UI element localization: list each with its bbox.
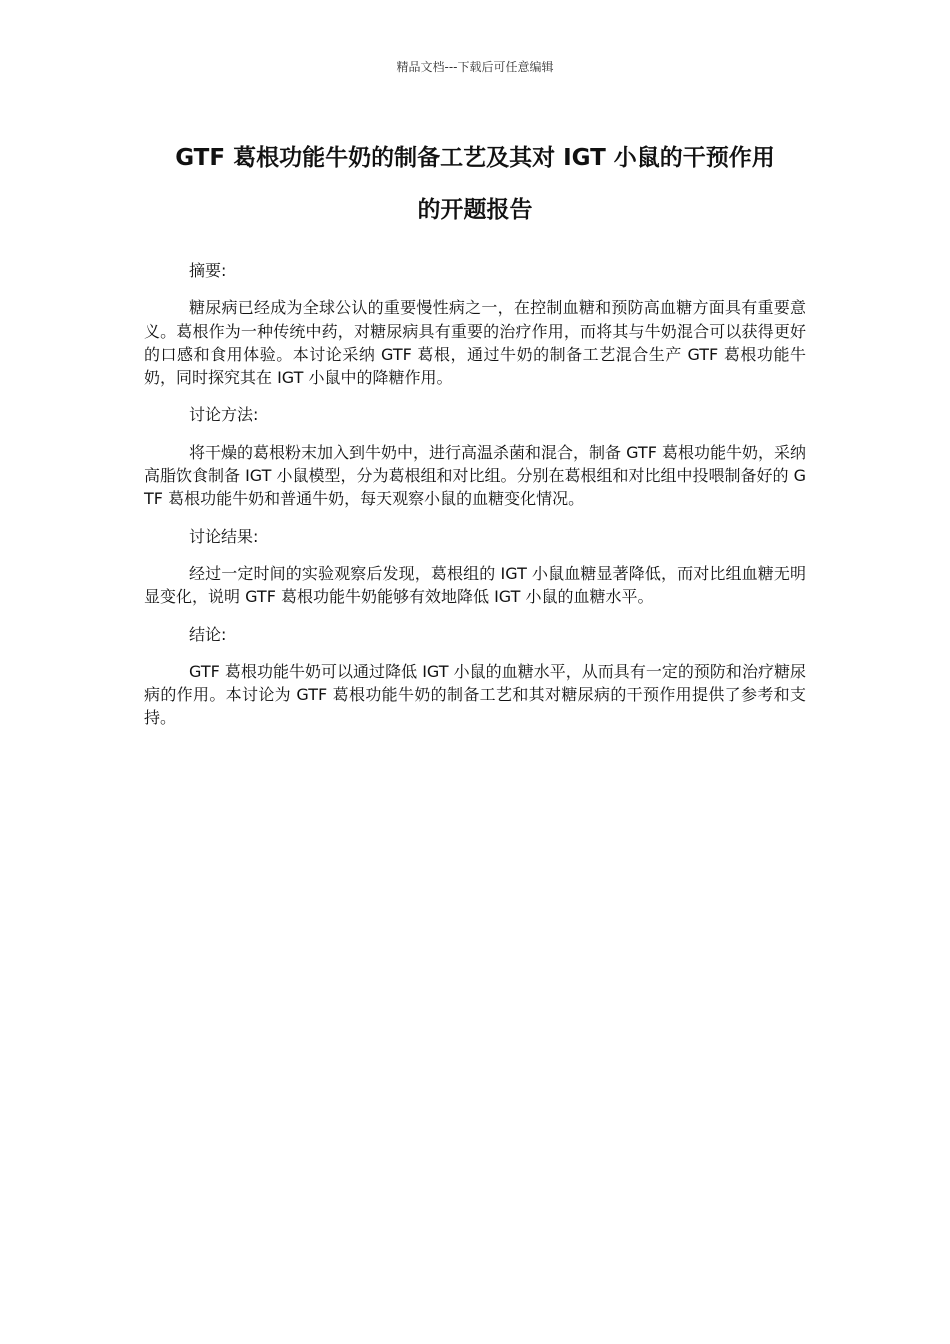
title-line-1: GTF 葛根功能牛奶的制备工艺及其对 IGT 小鼠的干预作用 xyxy=(175,145,775,171)
section-heading-abstract: 摘要: xyxy=(189,261,227,280)
document-body xyxy=(144,259,806,744)
title-line-2: 的开题报告 xyxy=(417,197,533,223)
section-heading-results: 讨论结果: xyxy=(189,526,259,546)
paragraph-conclusion: GTF 葛根功能牛奶可以通过降低 IGT 小鼠的血糖水平，从而具有一定的预防和治疗糖尿病的作用。本讨论为 GTF 葛根功能牛奶的制备工艺和其对糖尿病的干预作用提供了参考和支持。 xyxy=(144,661,806,728)
paragraph-abstract: 糖尿病已经成为全球公认的重要慢性病之一，在控制血糖和预防高血糖方面具有重要意义。葛根作为一种传统中药，对糖尿病具有重要的治疗作用，而将其与牛奶混合可以获得更好的口感和食用体验。本讨论采纳 GTF 葛根，通过牛奶的制备工艺混合生产 GTF 葛根功能牛奶，同时探究其在 IGT 小鼠中的降糖作用。 xyxy=(144,298,806,388)
section-heading-methods: 讨论方法: xyxy=(189,405,259,425)
page-header: 精品文档---下载后可任意编辑 xyxy=(396,60,554,74)
section-heading-conclusion: 结论: xyxy=(189,624,227,644)
paragraph-results: 经过一定时间的实验观察后发现，葛根组的 IGT 小鼠血糖显著降低，而对比组血糖无明显变化，说明 GTF 葛根功能牛奶能够有效地降低 IGT 小鼠的血糖水平。 xyxy=(144,563,806,607)
paragraph-methods: 将干燥的葛根粉末加入到牛奶中，进行高温杀菌和混合，制备 GTF 葛根功能牛奶，采纳高脂饮食制备 IGT 小鼠模型，分为葛根组和对比组。分别在葛根组和对比组中投喂制备好的 GTF 葛根功能牛奶和普通牛奶，每天观察小鼠的血糖变化情况。 xyxy=(144,442,806,509)
document-title xyxy=(140,132,810,236)
